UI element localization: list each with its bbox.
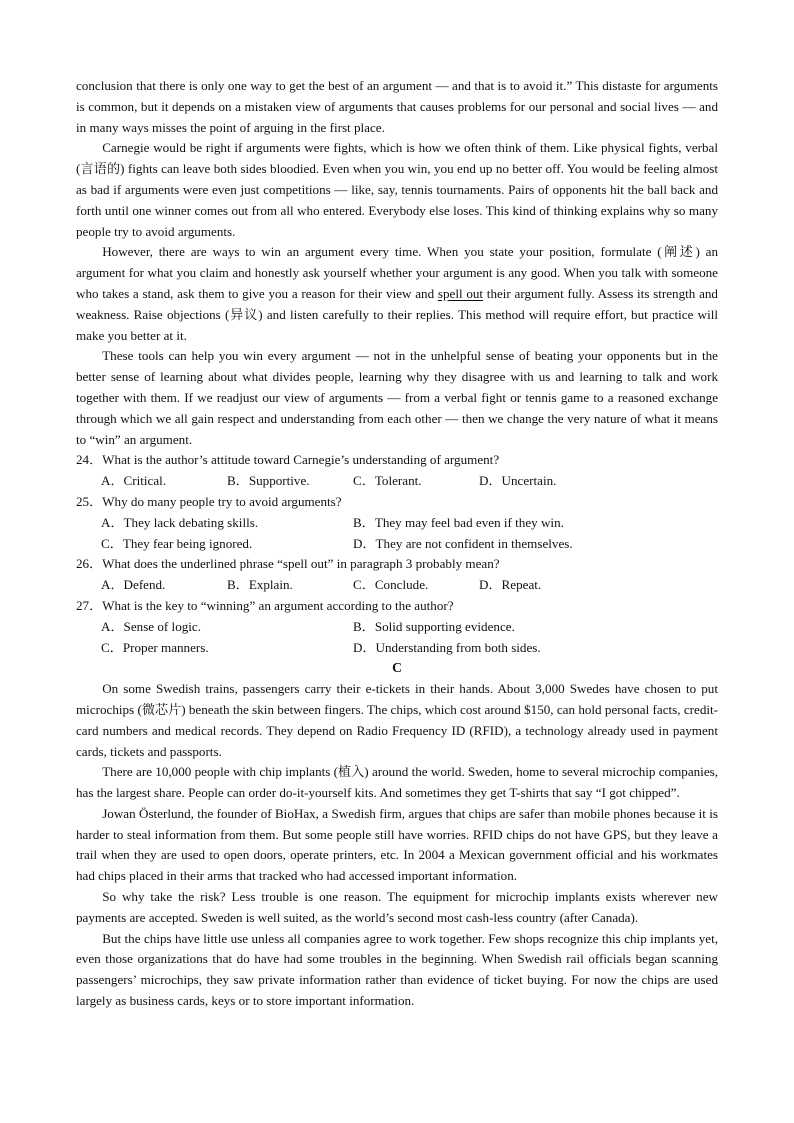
option-d: D．Uncertain.: [479, 473, 557, 489]
passage-b-paragraph-3: [76, 242, 718, 346]
question-24-options: [76, 471, 718, 492]
option-a: A．Defend.: [101, 577, 166, 593]
option-a: A．They lack debating skills.: [101, 514, 259, 530]
option-b: B．Supportive.: [227, 473, 310, 489]
section-c-heading: C: [392, 660, 402, 676]
question-27-options-row-1: [76, 617, 718, 638]
question-25-options-row-1: [76, 513, 718, 534]
question-25-stem: 25．Why do many people try to avoid arguments?: [76, 493, 342, 509]
exam-page: [76, 76, 718, 1012]
option-c: C．Proper manners.: [101, 639, 209, 655]
option-c: C．They fear being ignored.: [101, 535, 253, 551]
section-c-paragraph-4: So why take the risk? Less trouble is one reason. The equipment for microchip implants exists wherever new payments are accepted. Sweden is well suited, as the world’s second most cash-less country (after Canada).: [76, 889, 718, 925]
section-c-paragraph-3: Jowan Österlund, the founder of BioHax, a Swedish firm, argues that chips are safer than mobile phones because it is harder to steal information from them. But some people still have worries. RFID chips do not have GPS, but they leave a trail when they are used to open doors, operate printers, etc. In 2004 a Mexican government official and his workmates had chips placed in their arms that tracked who had accessed important information.: [76, 805, 718, 884]
section-c-paragraph-2: There are 10,000 people with chip implants (植入) around the world. Sweden, home to several microchip companies, has the largest share. People can order do-it-yourself kits. And sometimes they get T-shirts that say “I got chipped”.: [76, 764, 718, 801]
question-26-options: [76, 575, 718, 596]
question-25-options-row-2: [76, 534, 718, 555]
question-24-stem: 24．What is the author’s attitude toward Carnegie’s understanding of argument?: [76, 452, 500, 468]
option-d: D．They are not confident in themselves.: [353, 535, 573, 551]
question-27-options-row-2: [76, 638, 718, 659]
question-26-stem: 26．What does the underlined phrase “spell out” in paragraph 3 probably mean?: [76, 556, 500, 572]
option-a: A．Sense of logic.: [101, 618, 202, 634]
passage-b-paragraph-2: Carnegie would be right if arguments were fights, which is how we often think of them. Like physical fights, verbal (言语的) fights can leave both sides bloodied. Even when you win, you end up no better off. You would be feeling almost as bad if arguments were even just competitions — like, say, tennis tournaments. Pairs of opponents hit the ball back and forth until one winner comes out from all who entered. Everybody else loses. This kind of thinking explains why so many people try to avoid arguments.: [76, 140, 718, 239]
option-d: D．Repeat.: [479, 577, 542, 593]
question-27-stem: 27．What is the key to “winning” an argument according to the author?: [76, 597, 454, 613]
passage-b-paragraph-4: These tools can help you win every argument — not in the unhelpful sense of beating your opponents but in the better sense of learning about what divides people, learning why they disagree with us and learning to talk and work together with them. If we readjust our view of arguments — from a verbal fight or tennis game to a reasoned exchange through which we all gain respect and understanding from each other — then we change the very nature of what it means to “win” an argument.: [76, 348, 718, 447]
underlined-phrase: spell out: [437, 285, 484, 301]
option-b: B．Explain.: [227, 577, 293, 593]
option-c: C．Tolerant.: [353, 473, 422, 489]
paragraph-3-text-after: their argument fully. Assess its strength and weakness. Raise objections (异议) and listen carefully to their replies. This method will require effort, but practice will make you better at it.: [76, 285, 718, 343]
option-b: B．They may feel bad even if they win.: [353, 514, 564, 530]
option-d: D．Understanding from both sides.: [353, 639, 541, 655]
option-a: A．Critical.: [101, 473, 167, 489]
passage-b-paragraph-1: conclusion that there is only one way to get the best of an argument — and that is to avoid it.” This distaste for arguments is common, but it depends on a mistaken view of arguments that causes problems for our personal and social lives — and in many ways misses the point of arguing in the first place.: [76, 78, 718, 135]
section-c-paragraph-5: But the chips have little use unless all companies agree to work together. Few shops recognize this chip implants yet, even those organizations that do have had some troubles in the beginning. When Swedish rail officials began scanning passengers’ microchips, they saw private information rather than evidence of ticket buying. For now the chips are used largely as business cards, keys or to store important information.: [76, 930, 718, 1009]
paragraph-3-text-before: However, there are ways to win an argument every time. When you state your position, formulate (阐述) an argument for what you claim and honestly ask yourself whether your argument is any good. When you talk with someone who takes a stand, ask them to give you a reason for their view and: [76, 244, 718, 301]
option-c: C．Conclude.: [353, 577, 429, 593]
option-b: B．Solid supporting evidence.: [353, 618, 515, 634]
section-c-paragraph-1: On some Swedish trains, passengers carry their e-tickets in their hands. About 3,000 Swedes have chosen to put microchips (微芯片) beneath the skin between fingers. The chips, which cost around $150, can hold personal facts, credit-card numbers and medical records. They depend on Radio Frequency ID (RFID), a technology already used in payment cards, tickets and passports.: [76, 681, 718, 759]
